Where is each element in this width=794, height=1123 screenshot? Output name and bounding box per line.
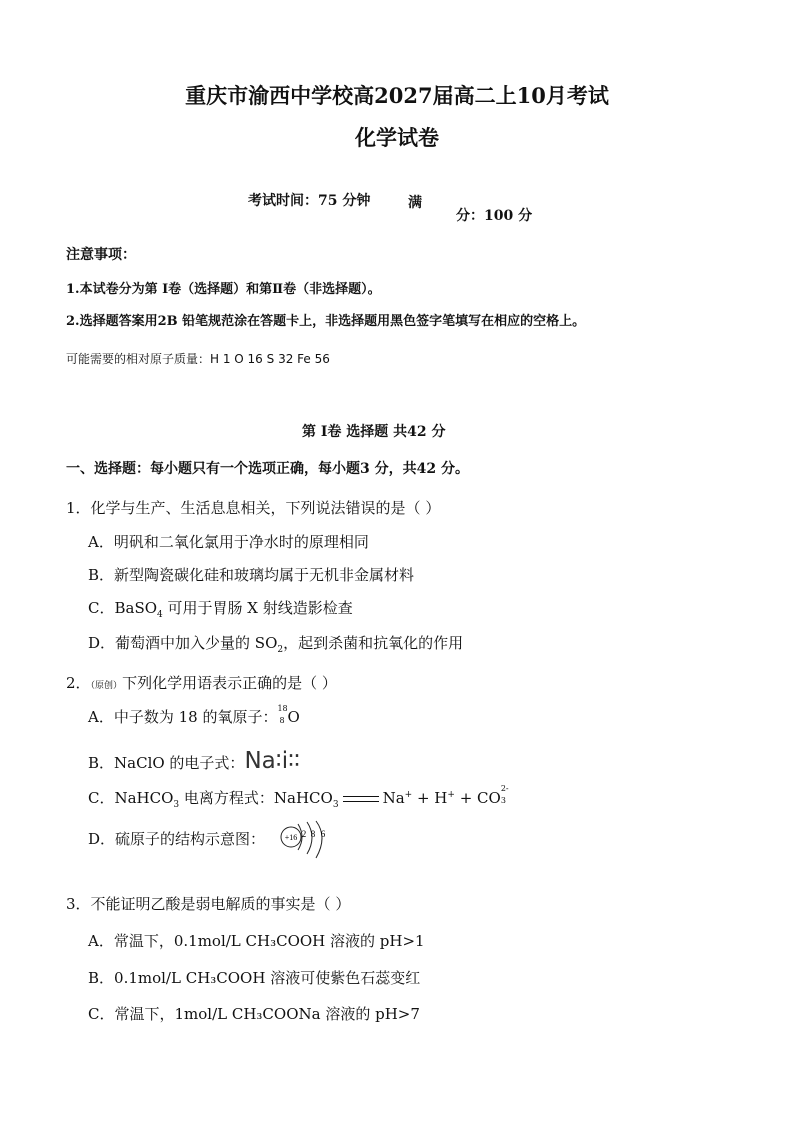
sulfur-atom-diagram	[276, 818, 336, 864]
q1-option-d: D．葡萄酒中加入少量的 $SO_2$，起到杀菌和抗氧化的作用	[88, 634, 464, 655]
q1-option-a: A．明矾和二氧化氯用于净水时的原理相同	[88, 533, 369, 551]
exam-subtitle: 化学试卷	[355, 125, 439, 150]
equals-sign	[343, 796, 379, 802]
section-instruction: 一、选择题：每小题只有一个选项正确，每小题3 分，共42 分。	[66, 461, 469, 477]
q3-option-a: A．常温下，0.1mol/L CH₃COOH 溶液的 pH>1	[88, 932, 425, 950]
notice-heading: 注意事项：	[66, 247, 136, 263]
score-label-a: 满	[408, 195, 422, 211]
q2-option-d: D．硫原子的结构示意图：	[88, 830, 266, 848]
q1-option-c: C．BaSO$_4$ 可用于胃肠 X 射线造影检查	[88, 599, 353, 620]
q1-option-b: B．新型陶瓷碳化硅和玻璃均属于无机非金属材料	[88, 566, 415, 584]
shell-2-electrons: 8	[310, 829, 316, 839]
q3-option-b: B．0.1mol/L CH₃COOH 溶液可使紫色石蕊变红	[88, 969, 421, 987]
q1-stem: 1．化学与生产、生活息息相关，下列说法错误的是（ ）	[66, 499, 441, 517]
atomic-mass-info: 可能需要的相对原子质量：H 1 O 16 S 32 Fe 56	[66, 352, 330, 366]
section-title: 第 Ⅰ卷 选择题 共42 分	[302, 424, 446, 440]
q3-stem: 3．不能证明乙酸是弱电解质的事实是（ ）	[66, 895, 351, 913]
notice-item-2: 2.选择题答案用2B 铅笔规范涂在答题卡上，非选择题用黑色签字笔填写在相应的空格上。	[66, 314, 586, 329]
q2-stem: 2．（原创）下列化学用语表示正确的是（ ）	[66, 674, 337, 692]
shell-1-electrons: 2	[301, 829, 307, 839]
notice-item-1: 1.本试卷分为第 Ⅰ卷（选择题）和第Ⅱ卷（非选择题）。	[66, 282, 381, 297]
electron-formula: Na∶i∶∶	[244, 748, 301, 774]
shell-3-electrons: 6	[320, 829, 326, 839]
q2-option-b: B．NaClO 的电子式：Na∶i∶∶	[88, 748, 301, 774]
nucleus-label: +16	[284, 833, 298, 842]
q2-original-tag: （原创）	[90, 681, 123, 691]
exam-title: 重庆市渝西中学校高2027届高二上10月考试	[185, 83, 609, 108]
q2-option-a: A．中子数为 18 的氧原子： 18 8 O	[88, 704, 300, 726]
q2-option-c: C．NaHCO$_3$ 电离方程式：NaHCO$_3$ Na+ + H+ + CO 2- 3	[88, 784, 509, 810]
score-label-b: 分：100 分	[456, 208, 533, 224]
time-info: 考试时间：75 分钟	[248, 193, 371, 209]
q3-option-c: C．常温下，1mol/L CH₃COONa 溶液的 pH>7	[88, 1005, 420, 1023]
